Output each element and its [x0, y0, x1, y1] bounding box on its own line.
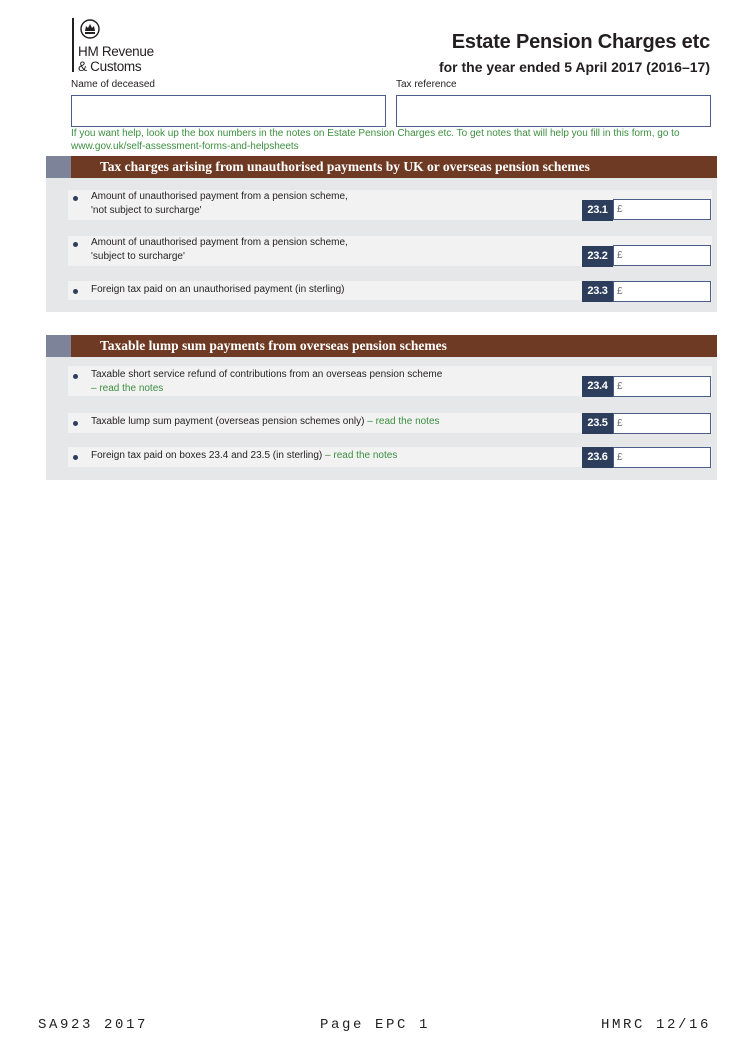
box-number: 23.1	[582, 200, 613, 221]
amount-input-23-3[interactable]: £	[613, 281, 711, 302]
row-label	[91, 368, 442, 396]
amount-input-23-2[interactable]: £	[613, 245, 711, 266]
section-title: Taxable lump sum payments from overseas pension schemes	[100, 338, 447, 353]
section-tab	[46, 335, 71, 357]
row-label-line2: 'subject to surcharge'	[91, 251, 185, 262]
form-row-23-6	[68, 447, 712, 467]
form-subtitle: for the year ended 5 April 2017 (2016–17)	[438, 59, 710, 75]
royal-crest-icon	[80, 19, 100, 39]
hmrc-logo	[72, 18, 182, 76]
amount-input-23-4[interactable]: £	[613, 376, 711, 397]
amount-input-23-6[interactable]: £	[613, 447, 711, 468]
bullet-icon	[73, 421, 78, 426]
row-label	[91, 415, 440, 429]
section-lump-sum-payments	[46, 335, 717, 480]
box-number: 23.4	[582, 376, 613, 397]
footer-page-number: Page EPC 1	[320, 1017, 431, 1033]
form-row-23-5	[68, 413, 712, 433]
footer-form-code: SA923 2017	[38, 1017, 149, 1033]
amount-input-23-1[interactable]: £	[613, 199, 711, 220]
row-label-line1: Taxable short service refund of contributions from an overseas pension scheme	[91, 369, 443, 380]
logo-text	[78, 44, 154, 74]
section-header	[46, 335, 717, 357]
box-number: 23.5	[582, 413, 613, 434]
bullet-icon	[73, 242, 78, 247]
bullet-icon	[73, 374, 78, 379]
form-row-23-1	[68, 190, 712, 220]
row-label-text: Taxable lump sum payment (overseas pension schemes only)	[91, 416, 365, 427]
bullet-icon	[73, 455, 78, 460]
footer-version: HMRC 12/16	[601, 1017, 712, 1033]
row-label: Foreign tax paid on an unauthorised payment (in sterling)	[91, 284, 345, 295]
row-label-line2: 'not subject to surcharge'	[91, 205, 202, 216]
tax-reference-field[interactable]	[396, 95, 711, 127]
box-number: 23.2	[582, 246, 613, 267]
deceased-name-field[interactable]	[71, 95, 386, 127]
row-label-text: Foreign tax paid on boxes 23.4 and 23.5 (in sterling)	[91, 450, 323, 461]
form-row-23-3	[68, 281, 712, 300]
row-label-line1: Amount of unauthorised payment from a pension scheme,	[91, 237, 348, 248]
read-notes-link[interactable]: – read the notes	[367, 416, 440, 427]
row-label-line1: Amount of unauthorised payment from a pension scheme,	[91, 191, 348, 202]
help-text: If you want help, look up the box numbers in the notes on Estate Pension Charges etc. To get notes that will help you fill in this form, go to www.gov.uk/self-assessment-forms-and-helpsheets	[71, 128, 680, 152]
box-number: 23.3	[582, 281, 613, 302]
read-notes-link[interactable]: – read the notes	[91, 383, 164, 394]
box-number: 23.6	[582, 447, 613, 468]
bullet-icon	[73, 289, 78, 294]
tax-reference-label: Tax reference	[396, 79, 457, 90]
form-row-23-4	[68, 366, 712, 396]
section-header	[46, 156, 717, 178]
logo-rule	[72, 18, 74, 72]
row-label	[91, 449, 397, 463]
row-label	[91, 236, 348, 264]
section-tab	[46, 156, 71, 178]
logo-line-2: & Customs	[78, 59, 142, 74]
read-notes-link[interactable]: – read the notes	[325, 450, 398, 461]
section-unauthorised-payments	[46, 156, 717, 312]
section-title: Tax charges arising from unauthorised payments by UK or overseas pension schemes	[100, 159, 590, 174]
logo-line-1: HM Revenue	[78, 44, 154, 59]
bullet-icon	[73, 196, 78, 201]
form-title: Estate Pension Charges etc	[451, 31, 710, 53]
deceased-name-label: Name of deceased	[71, 79, 155, 90]
row-label	[91, 190, 348, 218]
amount-input-23-5[interactable]: £	[613, 413, 711, 434]
form-row-23-2	[68, 236, 712, 266]
